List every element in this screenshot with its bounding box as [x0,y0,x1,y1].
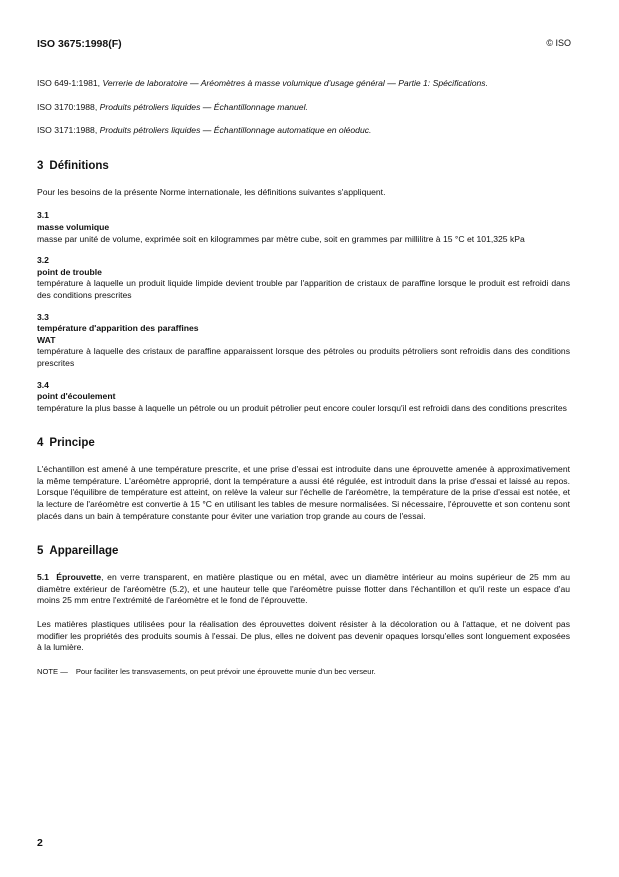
definitions-intro: Pour les besoins de la présente Norme internationale, les définitions suivantes s'appliquent. [37,186,386,197]
note-text: Pour faciliter les transvasements, on peut prévoir une éprouvette munie d'un bec verseur. [75,666,376,676]
definition-text: température à laquelle des cristaux de paraffine apparaissent lorsque des pétroles ou produits pétroliers sont refroidis dans des conditions prescrites [37,346,570,368]
definition-number: 3.2 [37,255,49,266]
definition-text: masse par unité de volume, exprimée soit en kilogrammes par mètre cube, soit en grammes par millilitre à 15 °C et 101,325 kPa [37,233,525,244]
definition-term: point de trouble [37,266,102,277]
reference-item [37,102,570,114]
definition-item [37,312,570,370]
reference-title: Produits pétroliers liquides — Échantillonnage manuel. [99,101,308,112]
definition-item [37,255,570,301]
document-id: ISO 3675:1998(F) [37,38,122,50]
section-number: 5 [37,545,44,558]
reference-code: ISO 3171:1988, [37,125,98,136]
section-number: 4 [37,437,44,450]
note [37,666,570,678]
section-heading-appareillage [37,544,570,558]
definition-item [37,380,570,415]
definition-number: 3.4 [37,379,49,390]
definition-number: 3.3 [37,311,49,322]
reference-title: Verrerie de laboratoire — Aréomètres à masse volumique d'usage général — Partie 1: Spécifications. [102,78,488,88]
definition-number: 3.1 [37,210,49,221]
definition-term: température d'apparition des paraffines [37,323,199,334]
section-title: Principe [49,437,95,450]
principe-text: L'échantillon est amené à une température prescrite, et une prise d'essai est introduite dans une éprouvette amenée à approximativement la même température. L'aréomètre approprié, dont la température a aussi été régulée, est introduit dans la prise d'essai et laissé au repos. Lorsque l'équilibre de température est atteint, on relève la valeur sur l'échelle de l'aréomètre, la température de la prise d'essai est notée, et la lecture de l'aréomètre est convertie à 15 °C en utilisant les tables de mesure normalisées. Si nécessaire, l'éprouvette et son contenu sont placés dans un bain à température constante pour éviter une variation trop grande au cours de l'essai. [37,464,570,521]
reference-title: Produits pétroliers liquides — Échantillonnage automatique en oléoduc. [99,125,372,136]
definition-abbreviation: WAT [37,334,56,345]
subclause-number: 5.1 [37,572,49,583]
section-heading-definitions [37,159,570,173]
reference-item [37,78,570,90]
subclause-term: Éprouvette [56,572,102,583]
section-number: 3 [37,159,44,172]
page-body [37,78,570,677]
section-title: Définitions [49,159,109,172]
subclause-eprouvette [37,572,570,607]
definition-text: température la plus basse à laquelle un pétrole ou un produit pétrolier peut encore couler lorsqu'il est refroidi dans des conditions prescrites [37,402,567,413]
note-label: NOTE — [37,666,68,676]
reference-item [37,125,570,137]
subclause-text: , en verre transparent, en matière plastique ou en métal, avec un diamètre intérieur au moins supérieur de 25 mm au diamètre extérieur de l'aréomètre (5.2), et une hauteur telle que l'aréomètre puisse flotter dans l'échantillon et qu'il reste un espace d'au moins 25 mm entre l'extrémité de l'aréomètre et le fond de l'éprouvette. [37,572,570,606]
definition-text: température à laquelle un produit liquide limpide devient trouble par l'apparition de cristaux de paraffine lorsque le produit est refroidi dans des conditions prescrites [37,278,570,300]
section-title: Appareillage [49,545,119,558]
definition-item [37,210,570,245]
reference-code: ISO 649-1:1981, [37,78,101,88]
page-number: 2 [37,837,43,849]
definition-term: masse volumique [37,221,110,232]
copyright-notice: © ISO [546,38,571,48]
section-heading-principe [37,436,570,450]
reference-code: ISO 3170:1988, [37,101,98,112]
definition-term: point d'écoulement [37,391,116,402]
plastics-paragraph: Les matières plastiques utilisées pour la réalisation des éprouvettes doivent résister à la décoloration ou à l'attaque, et ne doivent pas modifier les propriétés des produits soumis à l'essai. De plus, elles ne doivent pas devenir opaques lorsqu'elles sont longuement exposées à la lumière. [37,619,570,653]
